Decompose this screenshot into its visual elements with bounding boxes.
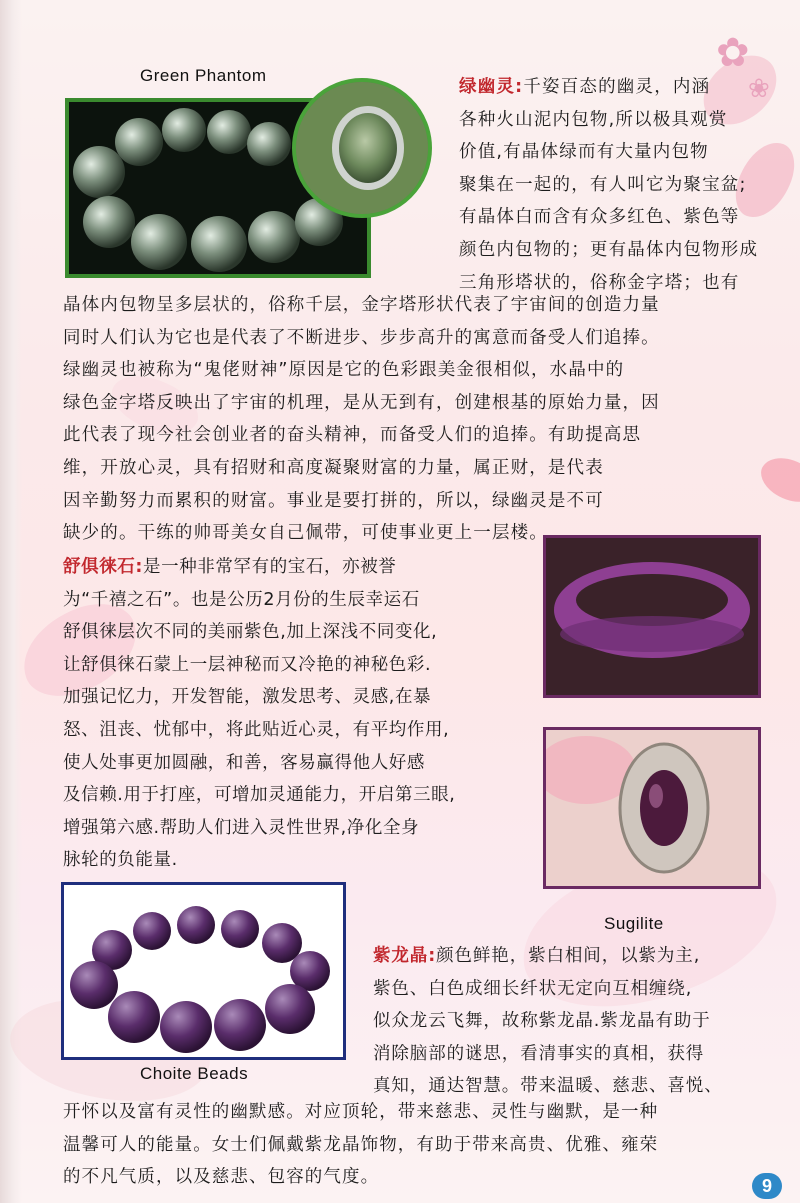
text-line: 似众龙云飞舞，故称紫龙晶.紫龙晶有助于 <box>373 1011 711 1032</box>
text-line: 此代表了现今社会创业者的奋头精神，而备受人们的追捧。有助提高思 <box>63 425 642 446</box>
text-line: 颜色内包物的；更有晶体内包物形成 <box>459 239 759 260</box>
text-line: 怒、沮丧、忧郁中，将此贴近心灵，有平均作用, <box>63 719 450 740</box>
text-line: 温馨可人的能量。女士们佩戴紫龙晶饰物，有助于带来高贵、优雅、雍荣 <box>63 1134 659 1155</box>
text-line: 各种火山泥内包物,所以极具观赏 <box>459 109 728 130</box>
section-charoite-intro <box>373 940 723 1103</box>
caption-sugilite: Sugilite <box>604 914 664 933</box>
section-green-phantom-body <box>63 289 660 550</box>
text-line: 紫龙晶:颜色鲜艳，紫白相间，以紫为主, <box>373 946 701 966</box>
text-line: 缺少的。干练的帅哥美女自己佩带，可使事业更上一层楼。 <box>63 523 548 544</box>
text-line: 真知，通达智慧。带来温暖、慈悲、喜悦、 <box>373 1076 723 1097</box>
sugilite-bangle-photo <box>543 535 761 698</box>
text-line: 的不凡气质，以及慈悲、包容的气度。 <box>63 1167 380 1188</box>
section-sugilite <box>63 551 455 877</box>
heading-green-phantom: 绿幽灵: <box>459 77 524 97</box>
text-line: 加强记忆力，开发智能，激发思考、灵感,在暴 <box>63 687 432 708</box>
text-line: 使人处事更加圆融，和善，客易赢得他人好感 <box>63 752 425 773</box>
heading-sugilite: 舒俱徕石: <box>63 557 143 577</box>
text-line: 及信赖.用于打座，可增加灵通能力，开启第三眼, <box>63 785 456 806</box>
flower-ornament-icon: ✿ <box>716 30 750 76</box>
text-line: 同时人们认为它也是代表了不断进步、步步高升的寓意而备受人们追捧。 <box>63 327 660 348</box>
text-line: 三角形塔状的，俗称金字塔；也有 <box>459 272 740 293</box>
text-line: 价值,有晶体绿而有大量内包物 <box>459 142 709 163</box>
text-line: 晶体内包物呈多层状的，俗称千层，金字塔形状代表了宇宙间的创造力量 <box>63 295 660 315</box>
heading-charoite: 紫龙晶: <box>373 946 437 966</box>
text-line: 舒俱徕石:是一种非常罕有的宝石，亦被誉 <box>63 557 397 577</box>
text-line: 舒俱徕层次不同的美丽紫色,加上深浅不同变化, <box>63 622 438 643</box>
text-line: 绿幽灵也被称为“鬼佬财神”原因是它的色彩跟美金很相似，水晶中的 <box>63 360 625 381</box>
text-line: 脉轮的负能量. <box>63 850 178 871</box>
section-charoite-body <box>63 1096 658 1194</box>
flower-ornament-icon: ❀ <box>748 74 770 104</box>
text-line: 为“千禧之石”。也是公历2月份的生辰幸运石 <box>63 589 420 610</box>
text-line: 紫色、白色成细长纤状无定向互相缠绕, <box>373 978 693 999</box>
caption-green-phantom: Green Phantom <box>140 66 267 85</box>
text-line: 聚集在一起的，有人叫它为聚宝盆; <box>459 174 747 195</box>
green-phantom-pendant-photo <box>292 78 432 218</box>
text-line: 让舒俱徕石蒙上一层神秘而又冷艳的神秘色彩. <box>63 654 432 675</box>
text-line: 增强第六感.帮助人们进入灵性世界,净化全身 <box>63 817 420 838</box>
text-line: 消除脑部的谜思，看清事实的真相，获得 <box>373 1043 705 1064</box>
caption-choite-beads: Choite Beads <box>140 1064 249 1083</box>
sugilite-ring-photo <box>543 727 761 889</box>
text-line: 维，开放心灵，具有招财和高度凝聚财富的力量，属正财，是代表 <box>63 457 604 478</box>
decorative-petal <box>754 446 800 513</box>
text-line: 绿幽灵:千姿百态的幽灵，内涵 <box>459 77 711 97</box>
text-line: 因辛勤努力而累积的财富。事业是要打拼的，所以，绿幽灵是不可 <box>63 490 604 511</box>
text-line: 有晶体白而含有众多红色、紫色等 <box>459 207 740 228</box>
section-green-phantom-intro <box>459 71 758 299</box>
charoite-beads-photo <box>61 882 346 1060</box>
page-number-badge: 9 <box>752 1173 782 1199</box>
text-line: 开怀以及富有灵性的幽默感。对应顶轮，带来慈悲、灵性与幽默，是一种 <box>63 1102 659 1122</box>
text-line: 绿色金字塔反映出了宇宙的机理，是从无到有，创建根基的原始力量，因 <box>63 392 660 413</box>
